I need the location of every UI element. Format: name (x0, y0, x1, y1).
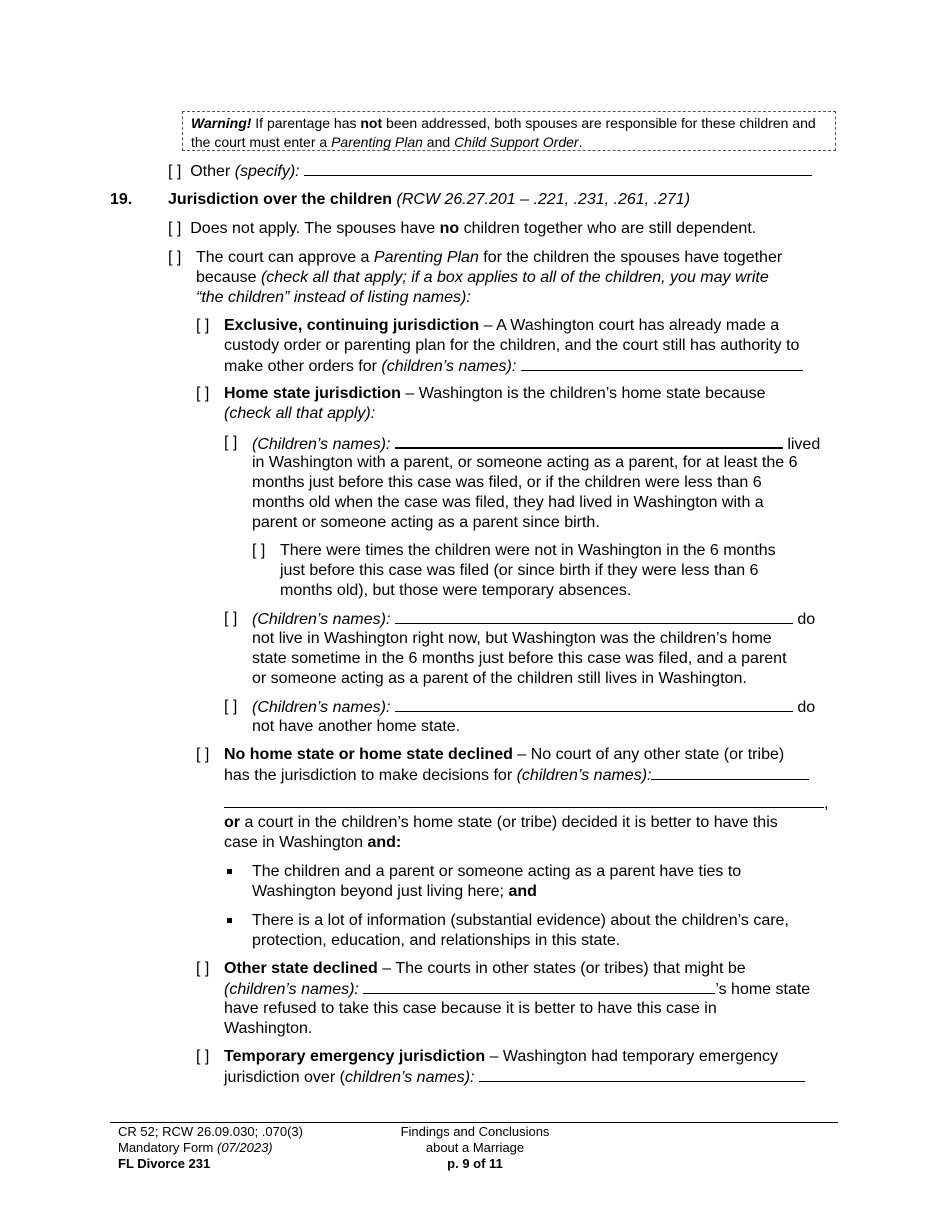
hs-b-do: do (792, 611, 816, 628)
no-home-l2a: has the jurisdiction to make decisions for (224, 767, 517, 784)
other-declined-names-input[interactable] (363, 979, 715, 994)
hs-a-checkbox[interactable]: [ ] (224, 434, 238, 451)
no-home-line-3 (224, 793, 828, 814)
hs-c-names-input[interactable] (395, 697, 793, 712)
temporary-title: Temporary emergency jurisdiction (224, 1048, 486, 1065)
court-can-checkbox-row (168, 248, 181, 268)
dna-text-1: Does not apply. The spouses have (190, 220, 440, 237)
hs-b-line-1 (252, 609, 815, 630)
warning-not: not (360, 115, 383, 131)
home-state-line-2 (224, 404, 375, 424)
home-state-l1: – Washington is the children’s home state because (400, 385, 766, 402)
bullet-2-line-1: There is a lot of information (substantial evidence) about the children’s care, (252, 912, 789, 929)
dna-text-2: children together who are still dependent. (459, 220, 757, 237)
hs-a-line-3: months just before this case was filed, or if the children were less than 6 (252, 474, 762, 491)
cc-l3: “the children” instead of listing names): (196, 289, 471, 306)
temporary-line-1 (224, 1047, 778, 1067)
footer-center (385, 1124, 565, 1172)
hs-a-line-2: in Washington with a parent, or someone acting as a parent, for at least the 6 (252, 454, 798, 471)
cc-pp: Parenting Plan (373, 249, 479, 266)
other-declined-line-3: have refused to take this case because it is better to have this case in (224, 1000, 717, 1017)
bullet-1-line-1: The children and a parent or someone acting as a parent have ties to (252, 863, 742, 880)
no-home-or: or (224, 814, 240, 831)
home-state-title: Home state jurisdiction (224, 385, 401, 402)
no-home-line-4 (224, 813, 778, 833)
court-can-line-3 (196, 288, 471, 308)
footer-form-id: FL Divorce 231 (118, 1156, 211, 1171)
section-rcw: (RCW 26.27.201 – .221, .231, .261, .271) (396, 191, 691, 208)
exclusive-line-2 (224, 336, 799, 356)
home-state-l2: (check all that apply): (224, 405, 376, 422)
hs-b-line-3: state sometime in the 6 months just before this case was filed, and a parent (252, 650, 787, 667)
hs-c-checkbox-row (224, 697, 237, 717)
other-input-line[interactable] (304, 161, 812, 176)
bullet-1 (227, 869, 232, 874)
bullet-2-line-2: protection, education, and relationships in this state. (252, 932, 621, 949)
temporary-l1: – Washington had temporary emergency (485, 1048, 779, 1065)
no-home-and: and: (367, 834, 402, 851)
temporary-checkbox[interactable]: [ ] (196, 1048, 210, 1065)
exclusive-checkbox-row (196, 316, 209, 336)
hs-c-line-1 (252, 697, 815, 718)
hs-b-names-input[interactable] (395, 609, 793, 624)
other-row (168, 161, 812, 182)
bullet-1-line-2 (252, 882, 537, 902)
other-declined-line-2 (224, 979, 810, 1000)
footer-mandatory-label: Mandatory Form (118, 1140, 217, 1155)
bullet-1-l2a: Washington beyond just living here; (252, 883, 509, 900)
footer-rcw: CR 52; RCW 26.09.030; .070(3) (118, 1124, 303, 1139)
warning-period: . (578, 134, 583, 150)
court-can-line-2 (196, 268, 769, 288)
warning-and: and (422, 134, 455, 150)
does-not-apply-row (168, 219, 756, 239)
cc-l2a: because (196, 269, 261, 286)
hs-a-line-1 (252, 433, 820, 455)
exclusive-l3b: (children’s names): (381, 358, 517, 375)
hs-c-do: do (792, 699, 816, 716)
other-declined-line-1 (224, 959, 746, 979)
warning-box (182, 111, 836, 151)
hs-b-checkbox-row (224, 609, 237, 629)
exclusive-line-3 (224, 356, 803, 377)
footer-date: (07/2023) (216, 1140, 273, 1155)
other-specify: (specify): (234, 163, 300, 180)
court-can-checkbox[interactable]: [ ] (168, 249, 182, 266)
hs-a-label: (Children’s names): (252, 436, 391, 453)
hs-c-line-2: not have another home state. (252, 718, 461, 735)
other-declined-line-4: Washington. (224, 1020, 313, 1037)
warning-text-2: been addressed, both spouses are responsible for these children and the court must enter a (191, 115, 816, 150)
bullet-2 (227, 918, 232, 923)
no-home-line-5 (224, 833, 401, 853)
section-title: Jurisdiction over the children (168, 191, 397, 208)
exclusive-l1: – A Washington court has already made a (479, 317, 780, 334)
no-home-line-1 (224, 745, 784, 765)
warning-text: If parentage has (251, 115, 361, 131)
temporary-l2b: children’s names): (344, 1069, 475, 1086)
warning-label: Warning! (191, 115, 252, 131)
no-home-names-input-1[interactable] (651, 765, 809, 780)
no-home-comma: , (824, 795, 829, 812)
temporary-names-input[interactable] (479, 1067, 805, 1082)
other-declined-title: Other state declined (224, 960, 378, 977)
hs-a-line-4: months old when the case was filed, they had lived in Washington with a (252, 494, 764, 511)
no-home-l4: a court in the children’s home state (or tribe) decided it is better to have this (240, 814, 778, 831)
hs-b-line-2: not live in Washington right now, but Washington was the children’s home (252, 630, 772, 647)
footer-page-number: p. 9 of 11 (447, 1156, 503, 1171)
hs-a-sub-checkbox-row (252, 541, 265, 561)
section-19-title-row (168, 190, 690, 210)
hs-a-checkbox-row (224, 433, 237, 453)
no-home-line-2 (224, 765, 809, 786)
other-declined-l2a: (children’s names): (224, 981, 359, 998)
temporary-l2a: jurisdiction over ( (224, 1069, 345, 1086)
no-home-l5a: case in Washington (224, 834, 368, 851)
hs-c-label: (Children’s names): (252, 699, 391, 716)
home-state-checkbox-row (196, 384, 209, 404)
cc-l2b: (check all that apply; if a box applies to all of the children, you may write (260, 269, 769, 286)
footer-title-2: about a Marriage (425, 1140, 525, 1155)
hs-b-line-4: or someone acting as a parent of the children still lives in Washington. (252, 670, 747, 687)
footer-left (118, 1124, 303, 1172)
home-state-line-1 (224, 384, 766, 404)
exclusive-line-1 (224, 316, 779, 336)
cc-l1b: for the children the spouses have together (478, 249, 783, 266)
exclusive-title: Exclusive, continuing jurisdiction (224, 317, 480, 334)
cc-l1a: The court can approve a (196, 249, 374, 266)
hs-b-checkbox[interactable]: [ ] (224, 610, 238, 627)
footer-divider (110, 1122, 838, 1123)
no-home-title: No home state or home state declined (224, 746, 513, 763)
exclusive-l3a: make other orders for (224, 358, 382, 375)
court-can-line-1 (196, 248, 782, 268)
hs-b-label: (Children’s names): (252, 611, 391, 628)
no-home-checkbox-row (196, 745, 209, 765)
warning-child-support: Child Support Order (454, 134, 579, 150)
hs-a-names-input[interactable] (395, 433, 783, 449)
exclusive-names-input[interactable] (521, 356, 803, 371)
dna-no: no (439, 220, 460, 237)
hs-a-sub-checkbox[interactable]: [ ] (252, 542, 266, 559)
hs-a-sub-line-3: months old), but those were temporary absences. (280, 582, 632, 599)
exclusive-l2: custody order or parenting plan for the children, and the court still has authority to (224, 337, 800, 354)
no-home-checkbox[interactable]: [ ] (196, 746, 210, 763)
other-label: Other (190, 163, 235, 180)
temporary-checkbox-row (196, 1047, 209, 1067)
warning-parenting-plan: Parenting Plan (331, 134, 423, 150)
hs-a-line-5: parent or someone acting as a parent since birth. (252, 514, 600, 531)
other-checkbox[interactable]: [ ] (168, 163, 182, 180)
temporary-line-2 (224, 1067, 805, 1088)
other-declined-checkbox[interactable]: [ ] (196, 960, 210, 977)
hs-a-lived: lived (782, 436, 821, 453)
other-declined-l2b: ’s home state (715, 981, 811, 998)
footer-mandatory (118, 1140, 303, 1156)
hs-c-checkbox[interactable]: [ ] (224, 698, 238, 715)
bullet-1-and: and (508, 883, 537, 900)
section-19-heading (110, 190, 132, 210)
footer-title-1: Findings and Conclusions (400, 1124, 550, 1139)
section-number: 19. (110, 191, 133, 208)
exclusive-checkbox[interactable]: [ ] (196, 317, 210, 334)
no-home-l2b: (children’s names): (516, 767, 652, 784)
other-declined-checkbox-row (196, 959, 209, 979)
does-not-apply-checkbox[interactable]: [ ] (168, 220, 182, 237)
hs-a-sub-line-1: There were times the children were not in Washington in the 6 months (280, 542, 776, 559)
no-home-l1: – No court of any other state (or tribe) (512, 746, 785, 763)
hs-a-sub-line-2: just before this case was filed (or since birth if they were less than 6 (280, 562, 759, 579)
home-state-checkbox[interactable]: [ ] (196, 385, 210, 402)
other-declined-l1: – The courts in other states (or tribes) that might be (377, 960, 746, 977)
no-home-names-input-2[interactable] (224, 793, 824, 808)
